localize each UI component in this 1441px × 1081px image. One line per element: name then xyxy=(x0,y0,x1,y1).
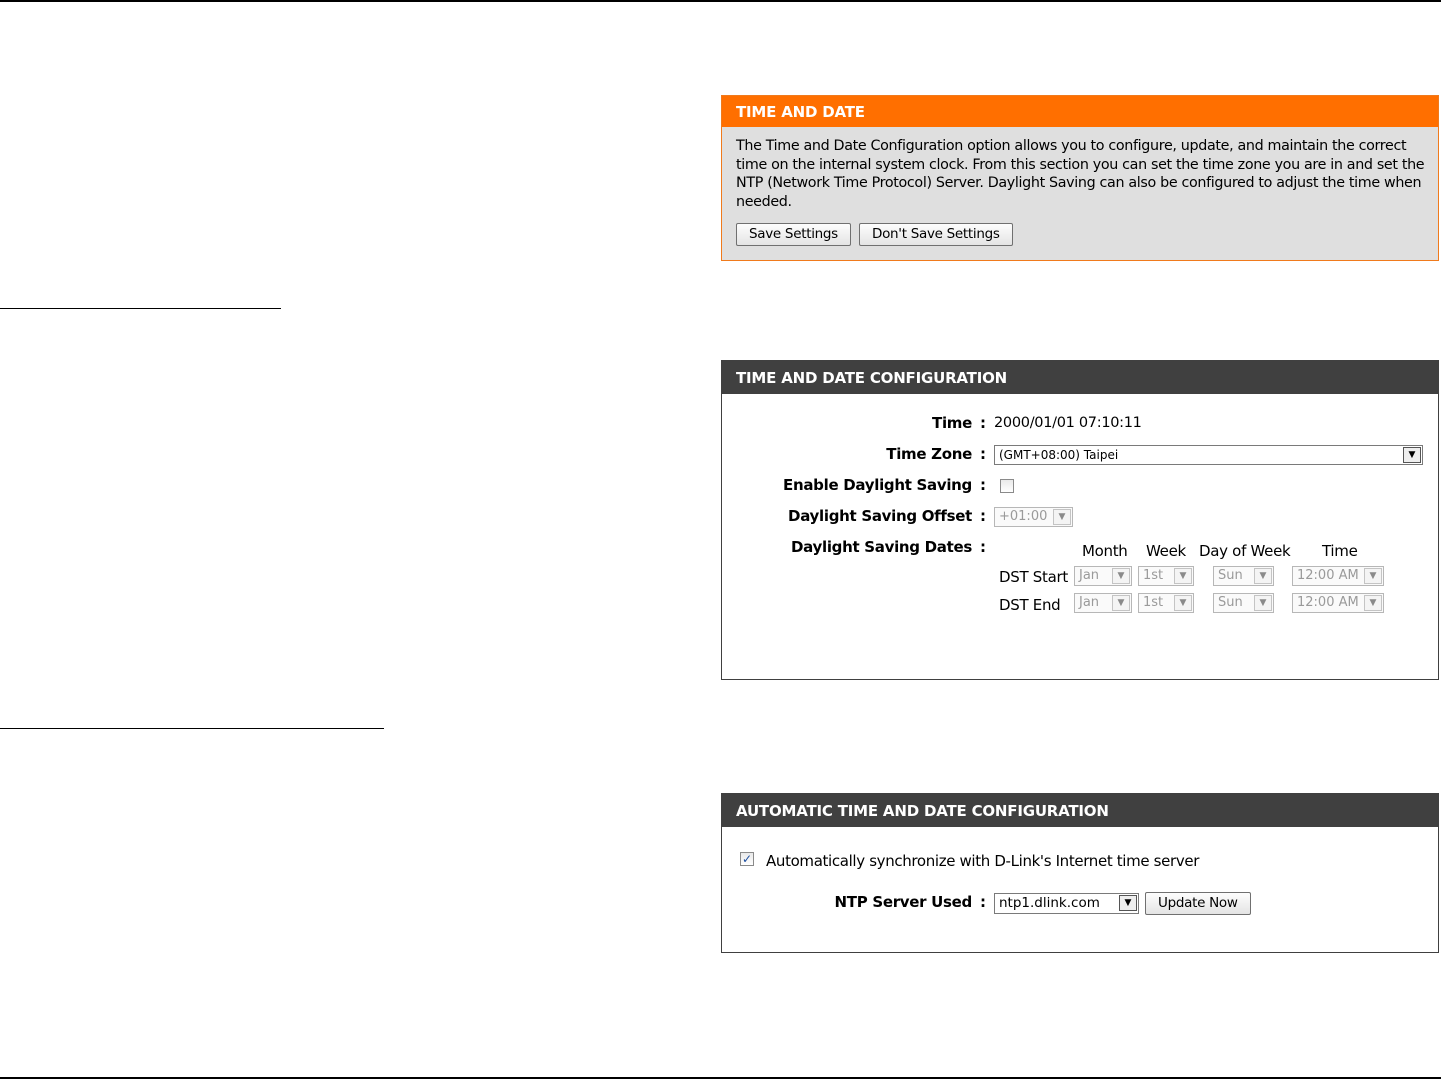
dst-start-week-value: 1st xyxy=(1143,568,1164,583)
auto-sync-label: Automatically synchronize with D-Link's Internet time server xyxy=(766,852,1200,870)
dst-dates-label: Daylight Saving Dates xyxy=(790,538,972,556)
ntp-server-row: NTP Server Used : ntp1.dlink.com ▼ Update Now xyxy=(722,890,1438,914)
top-page-rule xyxy=(0,0,1441,2)
dst-end-dow-value: Sun xyxy=(1218,595,1243,610)
dst-start-month-select[interactable] xyxy=(1074,566,1132,586)
ntp-server-label: NTP Server Used xyxy=(834,893,972,911)
panel-title: AUTOMATIC TIME AND DATE CONFIGURATION xyxy=(722,794,1438,827)
dropdown-arrow-icon: ▼ xyxy=(1174,568,1192,584)
dropdown-arrow-icon: ▼ xyxy=(1364,595,1382,611)
ntp-server-select[interactable] xyxy=(994,893,1139,914)
update-now-button[interactable]: Update Now xyxy=(1145,892,1251,915)
save-settings-button[interactable]: Save Settings xyxy=(736,223,851,246)
time-label: Time xyxy=(932,414,972,432)
dropdown-arrow-icon: ▼ xyxy=(1112,568,1130,584)
section-underline-2 xyxy=(0,728,384,729)
dont-save-settings-button[interactable]: Don't Save Settings xyxy=(859,223,1013,246)
section-underline-1 xyxy=(0,308,281,309)
dst-end-week-value: 1st xyxy=(1143,595,1164,610)
dropdown-arrow-icon: ▼ xyxy=(1254,595,1272,611)
panel-title: TIME AND DATE CONFIGURATION xyxy=(722,361,1438,394)
dst-end-week-select[interactable] xyxy=(1138,593,1194,613)
dst-end-month-value: Jan xyxy=(1079,595,1100,610)
dst-start-dow-select[interactable] xyxy=(1213,566,1274,586)
dst-end-month-select[interactable] xyxy=(1074,593,1132,613)
dst-start-label: DST Start xyxy=(999,568,1068,586)
dst-end-time-value: 12:00 AM xyxy=(1297,595,1359,610)
dst-end-label: DST End xyxy=(999,596,1061,614)
dst-offset-label: Daylight Saving Offset xyxy=(788,507,972,525)
dst-offset-value: +01:00 xyxy=(999,509,1048,524)
day-of-week-column-header: Day of Week xyxy=(1199,542,1291,560)
dst-dates-row: Daylight Saving Dates : xyxy=(722,535,1438,559)
automatic-time-config-panel xyxy=(721,793,1439,953)
time-zone-select[interactable] xyxy=(994,445,1423,465)
month-column-header: Month xyxy=(1082,542,1128,560)
time-and-date-configuration-panel xyxy=(721,360,1439,680)
time-zone-value: (GMT+08:00) Taipei xyxy=(999,448,1119,462)
dropdown-arrow-icon: ▼ xyxy=(1403,447,1421,463)
intro-description: The Time and Date Configuration option allows you to configure, update, and maintain the correct time on the internal system clock. From this section you can set the time zone you are in and set the NTP (Network Time Protocol) Server. Daylight Saving can also be configured to adjust the time when needed. xyxy=(736,138,1425,210)
checkmark-icon: ✓ xyxy=(741,852,753,866)
dropdown-arrow-icon: ▼ xyxy=(1119,895,1137,911)
dst-start-time-value: 12:00 AM xyxy=(1297,568,1359,583)
dropdown-arrow-icon: ▼ xyxy=(1254,568,1272,584)
auto-sync-checkbox[interactable] xyxy=(740,852,754,866)
dst-end-time-select[interactable] xyxy=(1292,593,1384,613)
dropdown-arrow-icon: ▼ xyxy=(1053,509,1071,525)
dst-end-dow-select[interactable] xyxy=(1213,593,1274,613)
dropdown-arrow-icon: ▼ xyxy=(1174,595,1192,611)
time-and-date-panel xyxy=(721,95,1439,261)
week-column-header: Week xyxy=(1146,542,1186,560)
time-zone-label: Time Zone xyxy=(886,445,972,463)
enable-dst-checkbox[interactable] xyxy=(1000,479,1014,493)
action-buttons xyxy=(736,223,1013,246)
dropdown-arrow-icon: ▼ xyxy=(1112,595,1130,611)
dst-start-week-select[interactable] xyxy=(1138,566,1194,586)
bottom-page-rule xyxy=(0,1077,1441,1079)
ntp-server-value: ntp1.dlink.com xyxy=(999,895,1100,911)
panel-title: TIME AND DATE xyxy=(722,96,1438,127)
time-zone-row: Time Zone : (GMT+08:00) Taipei ▼ xyxy=(722,442,1438,466)
time-value: 2000/01/01 07:10:11 xyxy=(994,415,1142,431)
dropdown-arrow-icon: ▼ xyxy=(1364,568,1382,584)
dst-start-month-value: Jan xyxy=(1079,568,1100,583)
dst-start-time-select[interactable] xyxy=(1292,566,1384,586)
dst-offset-row: Daylight Saving Offset : +01:00 ▼ xyxy=(722,504,1438,528)
dst-offset-select[interactable] xyxy=(994,507,1073,527)
dst-start-dow-value: Sun xyxy=(1218,568,1243,583)
time-row: Time : 2000/01/01 07:10:11 xyxy=(722,411,1438,435)
enable-dst-label: Enable Daylight Saving xyxy=(783,476,972,494)
enable-dst-row: Enable Daylight Saving : xyxy=(722,473,1438,497)
time-column-header: Time xyxy=(1322,542,1358,560)
